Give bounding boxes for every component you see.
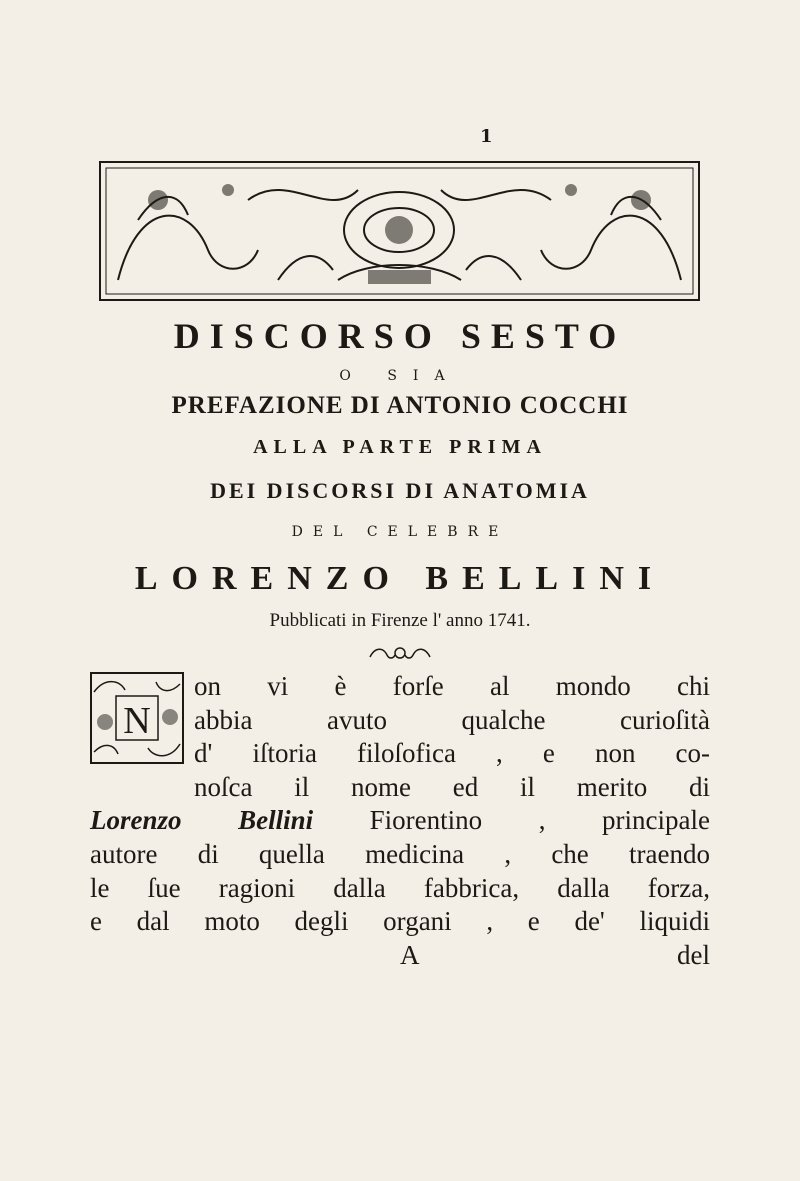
heading-dei-discorsi: DEI DISCORSI DI ANATOMIA [210, 478, 590, 503]
heading-lorenzo-bellini: LORENZO BELLINI [134, 560, 666, 597]
body-line [90, 804, 710, 838]
page-number: 1 [480, 126, 493, 147]
signature-mark: A [400, 939, 420, 970]
heading-prefazione: PREFAZIONE DI ANTONIO COCCHI [171, 392, 629, 419]
body-text [90, 670, 710, 973]
body-line: autore di quella medicina , che traendo [90, 838, 710, 869]
body-line: abbia avuto qualche curioſità [194, 704, 710, 735]
heading-o-sia: O SIA [339, 368, 461, 384]
name-italic: Lorenzo Bellini [90, 805, 314, 836]
catchword: del [677, 939, 710, 970]
body-line: le ſue ragioni dalla fabbrica, dalla forza, [90, 872, 710, 903]
footer-line [90, 939, 710, 973]
dropcap-letter: N [123, 700, 151, 742]
fleuron-ornament [365, 643, 435, 665]
body-line: e dal moto degli organi , e de' liquidi [90, 906, 710, 937]
body-line-rest: Fiorentino , principale [313, 805, 710, 836]
body-line: noſca il nome ed il merito di [194, 771, 710, 802]
body-line: d' iſtoria filoſofica , e non co- [194, 738, 710, 769]
body-line: on vi è forſe al mondo chi [194, 671, 710, 701]
heading-alla-parte-prima: ALLA PARTE PRIMA [253, 436, 547, 458]
ornamental-headpiece [98, 160, 701, 302]
heading-discorso-sesto: DISCORSO SESTO [173, 316, 627, 356]
imprint-line: Pubblicati in Firenze l' anno 1741. [269, 610, 531, 631]
heading-del-celebre: DEL CELEBRE [291, 524, 509, 540]
